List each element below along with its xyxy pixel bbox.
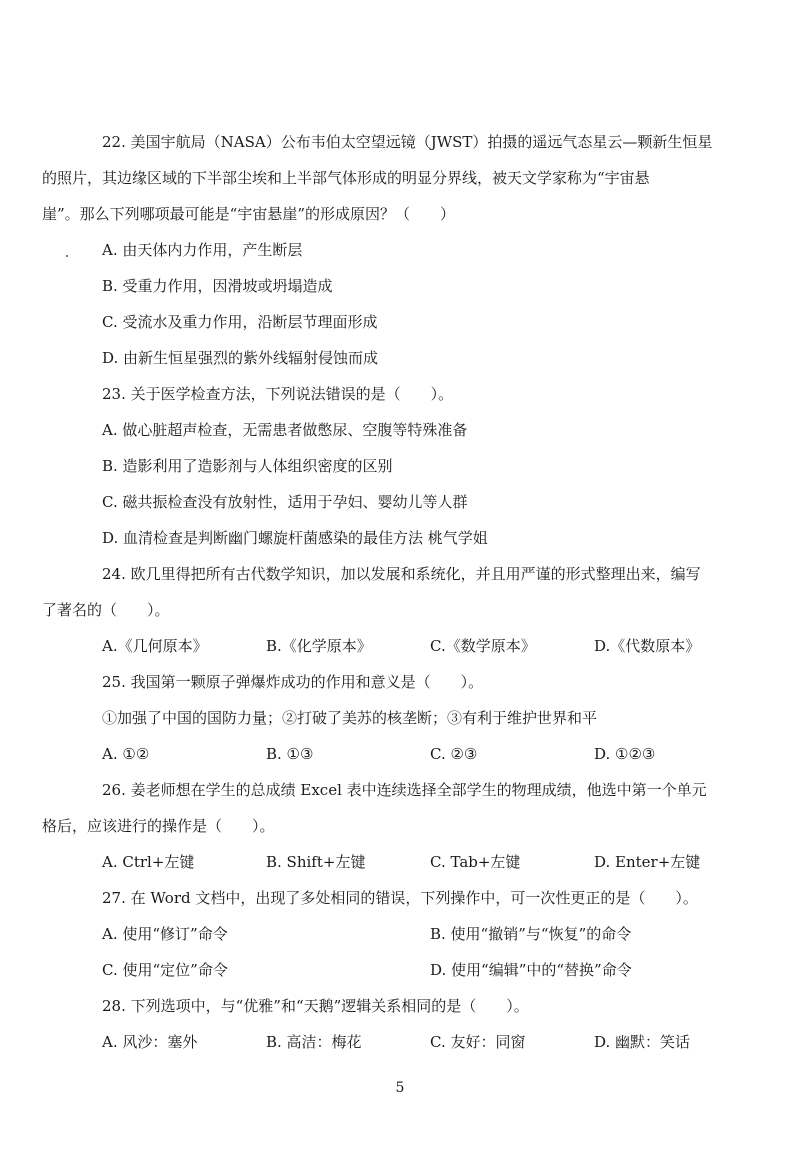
options-row — [102, 1024, 702, 1060]
options-row — [102, 952, 702, 988]
question-list — [42, 124, 713, 1060]
option-b: B. 受重力作用，因滑坡或坍塌造成 — [102, 277, 333, 295]
option-d: D. 使用“编辑”中的“替换”命令 — [430, 961, 632, 979]
question-22 — [42, 124, 713, 376]
option-a: A.《几何原本》 — [102, 637, 208, 655]
question-24 — [42, 556, 702, 664]
options-row — [102, 844, 702, 880]
question-26 — [42, 772, 707, 880]
question-27 — [102, 880, 702, 988]
question-stem-line: 22. 美国宇航局（NASA）公布韦伯太空望远镜（JWST）拍摄的遥远气态星云—颗新生恒星 — [102, 133, 713, 151]
option-a: A. 使用“修订”命令 — [102, 925, 228, 943]
options-row — [102, 628, 702, 664]
options-row — [102, 736, 702, 772]
question-23 — [102, 376, 702, 556]
option-d: D. ①②③ — [594, 745, 656, 763]
option-c: C. 友好：同窗 — [430, 1033, 526, 1051]
question-statements: ①加强了中国的国防力量；②打破了美苏的核垄断；③有利于维护世界和平 — [102, 709, 598, 727]
question-stem-line: 24. 欧几里得把所有古代数学知识，加以发展和系统化，并且用严谨的形式整理出来，编写 — [102, 565, 701, 583]
option-a: A. 风沙：塞外 — [102, 1033, 198, 1051]
option-d: D.《代数原本》 — [594, 637, 701, 655]
question-stem-line: 格后，应该进行的操作是（ ）。 — [42, 817, 275, 835]
option-b: B.《化学原本》 — [266, 637, 372, 655]
option-b: B. Shift+左键 — [266, 853, 366, 871]
question-stem-line: 25. 我国第一颗原子弹爆炸成功的作用和意义是（ ）。 — [102, 673, 484, 691]
option-a: A. Ctrl+左键 — [102, 853, 195, 871]
question-28 — [102, 988, 702, 1060]
option-b: B. 造影利用了造影剂与人体组织密度的区别 — [102, 457, 393, 475]
option-c: C. ②③ — [430, 745, 478, 763]
option-c: C. 使用“定位”命令 — [102, 961, 228, 979]
option-d: D. 幽默：笑话 — [594, 1033, 691, 1051]
question-stem-line: 23. 关于医学检查方法，下列说法错误的是（ ）。 — [102, 385, 454, 403]
question-stem-line: 崖”。那么下列哪项最可能是“宇宙悬崖”的形成原因？（ ） — [42, 205, 456, 223]
scan-speck — [66, 255, 68, 257]
option-a: A. ①② — [102, 745, 150, 763]
option-a: A. 做心脏超声检查，无需患者做憋尿、空腹等特殊准备 — [102, 421, 468, 439]
option-b: B. 高洁：梅花 — [266, 1033, 362, 1051]
option-b: B. ①③ — [266, 745, 314, 763]
question-stem-line: 的照片，其边缘区域的下半部尘埃和上半部气体形成的明显分界线，被天文学家称为“宇宙悬 — [42, 169, 650, 187]
option-a: A. 由天体内力作用，产生断层 — [102, 241, 303, 259]
option-c: C. 受流水及重力作用，沿断层节理面形成 — [102, 313, 378, 331]
option-d: D. 血清检查是判断幽门螺旋杆菌感染的最佳方法 桃气学姐 — [102, 529, 488, 547]
question-stem-line: 了著名的（ ）。 — [42, 601, 170, 619]
question-stem-line: 28. 下列选项中，与“优雅”和“天鹅”逻辑关系相同的是（ ）。 — [102, 997, 529, 1015]
question-25 — [102, 664, 702, 772]
option-b: B. 使用“撤销”与“恢复”的命令 — [430, 925, 632, 943]
option-d: D. Enter+左键 — [594, 853, 701, 871]
option-c: C. Tab+左键 — [430, 853, 521, 871]
question-stem-line: 26. 姜老师想在学生的总成绩 Excel 表中连续选择全部学生的物理成绩，他选中第一个单元 — [102, 781, 707, 799]
option-c: C. 磁共振检查没有放射性，适用于孕妇、婴幼儿等人群 — [102, 493, 468, 511]
option-c: C.《数学原本》 — [430, 637, 536, 655]
option-d: D. 由新生恒星强烈的紫外线辐射侵蚀而成 — [102, 349, 379, 367]
question-stem-line: 27. 在 Word 文档中，出现了多处相同的错误，下列操作中，可一次性更正的是（ ）。 — [102, 889, 698, 907]
page-number: 5 — [395, 1080, 405, 1096]
options-row — [102, 916, 702, 952]
